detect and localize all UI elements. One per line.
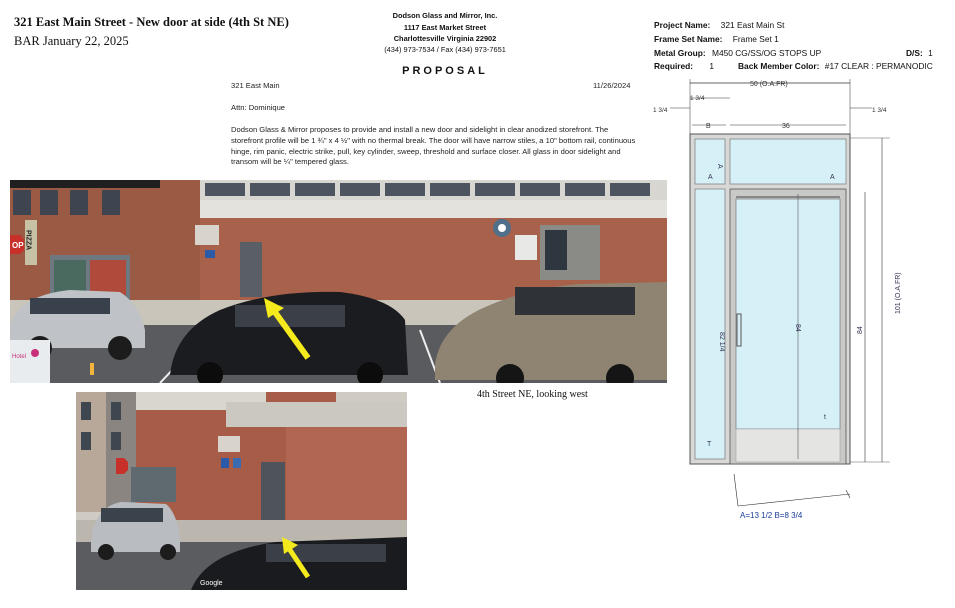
dim-right-offset: 1 3/4	[872, 107, 887, 114]
transom-label-right: A	[830, 174, 835, 181]
project-value: 321 East Main St	[720, 20, 785, 30]
ds-label: D/S:	[906, 48, 923, 58]
ds-value: 1	[928, 48, 933, 58]
proposal-title: PROPOSAL	[402, 65, 488, 77]
dim-sidelight-width: B	[706, 123, 711, 130]
street-level-scene	[76, 392, 407, 590]
google-watermark: Google	[200, 580, 223, 587]
spec-panel	[648, 12, 948, 72]
letter-recipient: 321 East Main	[231, 81, 280, 90]
page-title: 321 East Main Street - New door at side (4th St NE)	[14, 15, 289, 29]
map-hotel-label: Hotel	[12, 354, 27, 360]
dimension-note: A=13 1/2 B=8 3/4	[740, 511, 803, 520]
backmember-value: #17 CLEAR : PERMANODIC	[824, 61, 933, 71]
dim-door-width: 36	[782, 123, 790, 130]
street-level-photo	[76, 392, 407, 590]
company-street: 1117 East Market Street	[403, 23, 487, 32]
dim-overall-width: 50 (O.A.FR)	[750, 81, 788, 88]
company-name: Dodson Glass and Mirror, Inc.	[392, 11, 498, 20]
letter-body: Dodson Glass & Mirror proposes to provide and install a new door and sidelight in clear anodized storefront. The storefront profile will be 1 ¾" x 4 ½" with no thermal break. The door will have narrow stiles, a 10" bottom rail, continuous hinge, rim panic, electric strike, pull, key cylinder, sweep, threshold and surface closer. All glass in door sidelight and transom will be ¼" tempered glass.	[231, 125, 636, 167]
metal-label: Metal Group:	[654, 48, 706, 58]
dim-overall-height: 101 (O.A.FR)	[895, 272, 902, 314]
company-city: Charlottesville Virginia 22902	[393, 34, 497, 43]
project-label: Project Name:	[654, 20, 711, 30]
frameset-label: Frame Set Name:	[654, 34, 723, 44]
door-elevation-drawing	[650, 74, 950, 524]
street-view-photo	[10, 180, 667, 383]
company-phone: (434) 973-7534 / Fax (434) 973-7651	[384, 45, 506, 54]
dim-left-offset-top: 1 3/4	[690, 95, 705, 102]
photo-caption: 4th Street NE, looking west	[477, 389, 588, 400]
dim-sidelight-height: 82 1/4	[718, 332, 725, 352]
letter-date: 11/26/2024	[593, 81, 631, 90]
meeting-date: BAR January 22, 2025	[14, 34, 129, 48]
metal-value: M450 CG/SS/OG STOPS UP	[711, 48, 822, 58]
frameset-value: Frame Set 1	[732, 34, 779, 44]
dim-door-height-right: 84	[857, 326, 864, 334]
elevation-svg	[650, 74, 950, 524]
letter-attention: Attn: Dominique	[231, 103, 286, 112]
sidelight-mark: T	[707, 441, 712, 448]
backmember-label: Back Member Color:	[738, 61, 820, 71]
dim-door-height: 84	[794, 324, 801, 332]
door-mark: t	[824, 414, 826, 421]
stop-sign-text: OP	[12, 241, 24, 250]
pizza-sign-text: PIZZA	[24, 230, 32, 251]
dim-left-offset: 1 3/4	[653, 107, 668, 114]
street-view-scene	[10, 180, 667, 383]
required-label: Required:	[654, 61, 694, 71]
transom-dim: A	[716, 164, 723, 169]
transom-label-left: A	[708, 174, 713, 181]
required-value: 1	[709, 61, 715, 71]
